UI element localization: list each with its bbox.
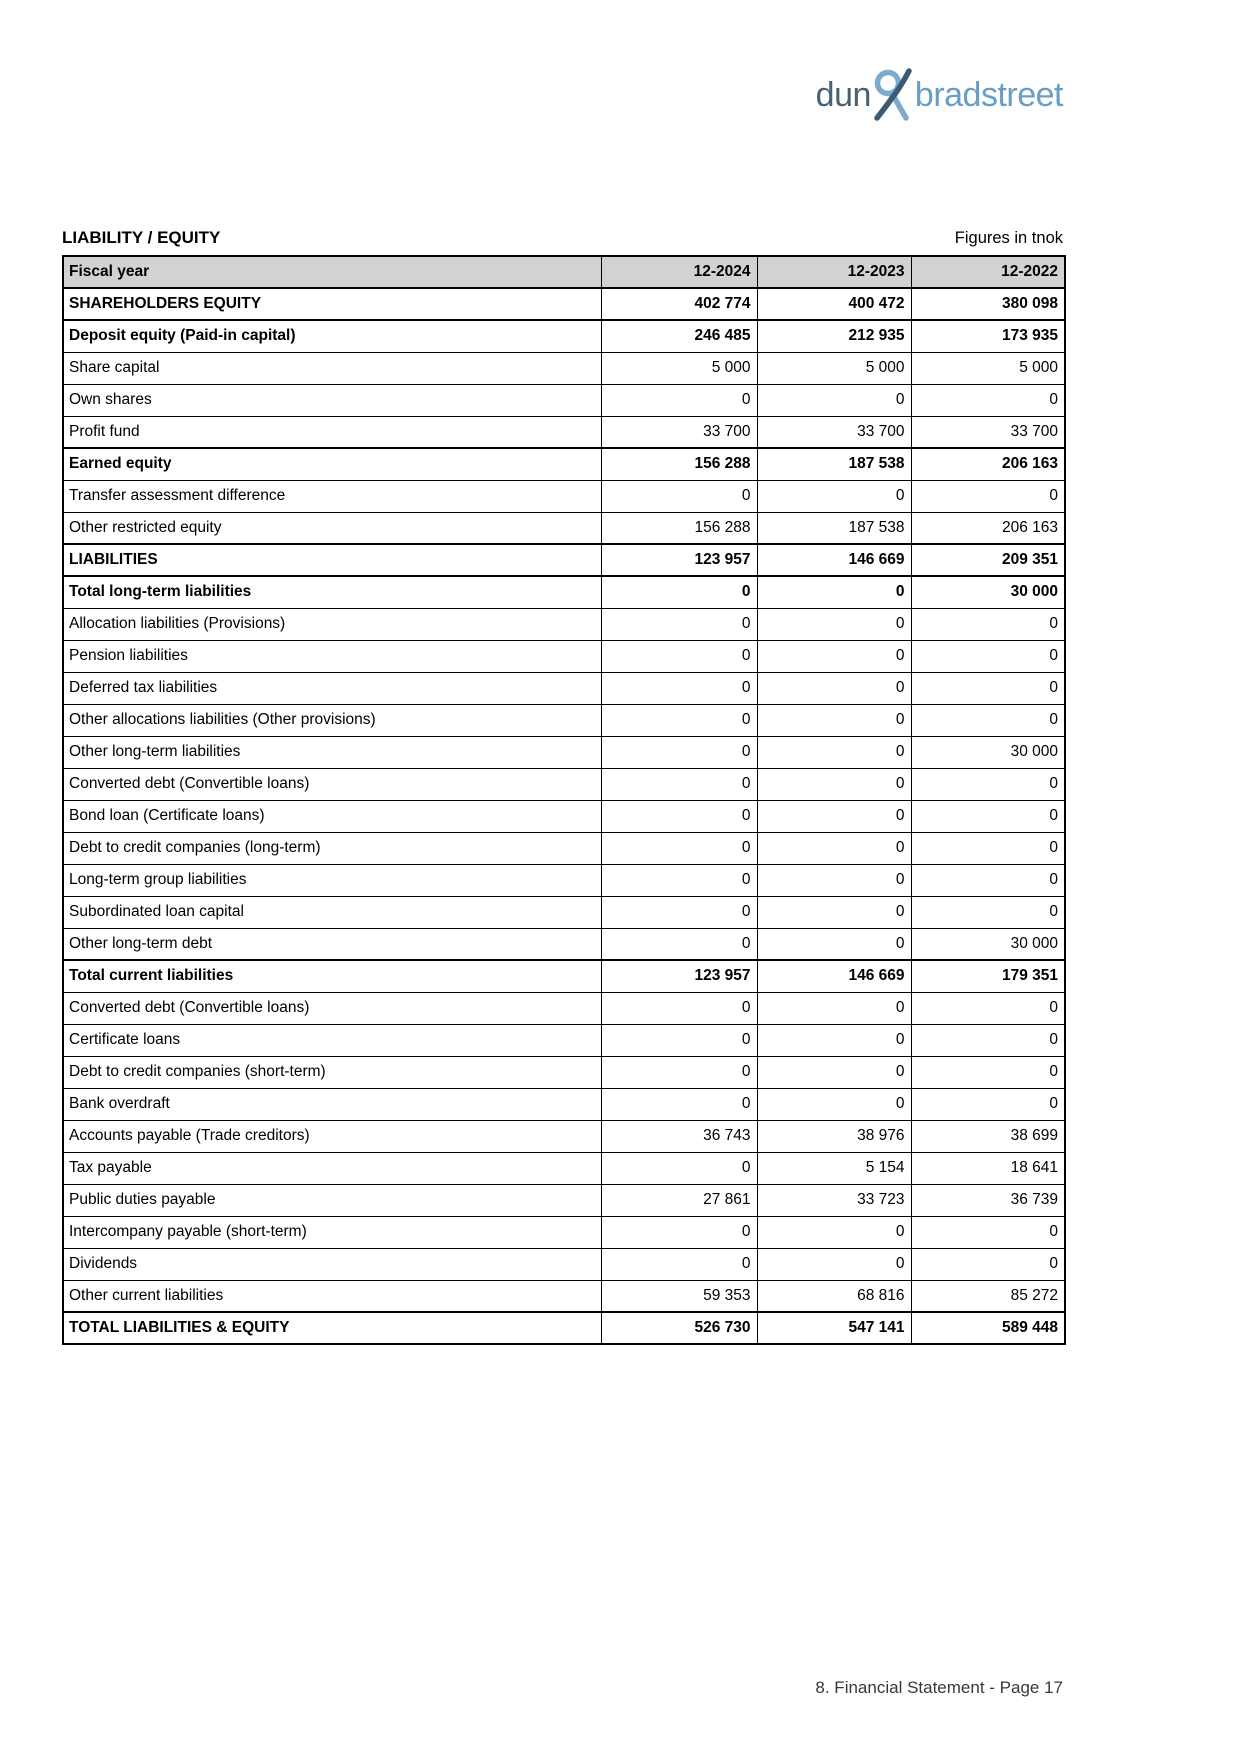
value-12-2023: 0 [757, 1248, 911, 1280]
fiscal-year-header-row [63, 256, 1065, 288]
value-12-2022: 0 [911, 1248, 1065, 1280]
value-12-2024: 0 [601, 480, 757, 512]
row-label: Total long-term liabilities [63, 576, 601, 608]
value-12-2023: 146 669 [757, 960, 911, 992]
value-12-2023: 0 [757, 384, 911, 416]
row-label: Bank overdraft [63, 1088, 601, 1120]
row-label: Profit fund [63, 416, 601, 448]
value-12-2022: 0 [911, 1088, 1065, 1120]
table-row [63, 608, 1065, 640]
value-12-2023: 0 [757, 736, 911, 768]
value-12-2022: 206 163 [911, 512, 1065, 544]
value-12-2023: 5 000 [757, 352, 911, 384]
value-12-2023: 33 723 [757, 1184, 911, 1216]
ampersand-icon [872, 68, 914, 122]
value-12-2023: 0 [757, 928, 911, 960]
value-12-2023: 0 [757, 480, 911, 512]
value-12-2022: 36 739 [911, 1184, 1065, 1216]
value-12-2024: 0 [601, 1216, 757, 1248]
liability-equity-table [62, 255, 1066, 1345]
value-12-2022: 0 [911, 800, 1065, 832]
value-12-2024: 0 [601, 768, 757, 800]
value-12-2024: 0 [601, 704, 757, 736]
row-label: Deferred tax liabilities [63, 672, 601, 704]
value-12-2022: 209 351 [911, 544, 1065, 576]
value-12-2022: 30 000 [911, 576, 1065, 608]
value-12-2024: 33 700 [601, 416, 757, 448]
value-12-2022: 0 [911, 608, 1065, 640]
table-row [63, 896, 1065, 928]
row-label: Transfer assessment difference [63, 480, 601, 512]
row-label: Total current liabilities [63, 960, 601, 992]
row-label: Public duties payable [63, 1184, 601, 1216]
table-row [63, 384, 1065, 416]
row-label: Tax payable [63, 1152, 601, 1184]
table-row [63, 736, 1065, 768]
column-header-12-2022: 12-2022 [911, 256, 1065, 288]
value-12-2023: 0 [757, 576, 911, 608]
row-label: Allocation liabilities (Provisions) [63, 608, 601, 640]
value-12-2022: 589 448 [911, 1312, 1065, 1344]
value-12-2022: 0 [911, 992, 1065, 1024]
value-12-2024: 0 [601, 928, 757, 960]
value-12-2023: 0 [757, 1216, 911, 1248]
value-12-2022: 0 [911, 704, 1065, 736]
row-label: Dividends [63, 1248, 601, 1280]
table-row [63, 1024, 1065, 1056]
value-12-2024: 0 [601, 1152, 757, 1184]
table-row [63, 1312, 1065, 1344]
value-12-2022: 0 [911, 1216, 1065, 1248]
table-row [63, 448, 1065, 480]
table-row [63, 864, 1065, 896]
table-row [63, 832, 1065, 864]
table-row [63, 704, 1065, 736]
value-12-2024: 0 [601, 832, 757, 864]
row-label: SHAREHOLDERS EQUITY [63, 288, 601, 320]
table-row [63, 1152, 1065, 1184]
column-header-12-2024: 12-2024 [601, 256, 757, 288]
value-12-2024: 0 [601, 1056, 757, 1088]
value-12-2023: 38 976 [757, 1120, 911, 1152]
value-12-2024: 0 [601, 992, 757, 1024]
table-row [63, 1120, 1065, 1152]
value-12-2024: 0 [601, 864, 757, 896]
value-12-2023: 0 [757, 608, 911, 640]
logo-word-bradstreet: bradstreet [914, 76, 1063, 114]
table-row [63, 672, 1065, 704]
value-12-2022: 0 [911, 768, 1065, 800]
table-row [63, 992, 1065, 1024]
table-row [63, 1088, 1065, 1120]
row-label: Bond loan (Certificate loans) [63, 800, 601, 832]
table-row [63, 928, 1065, 960]
table-row [63, 1056, 1065, 1088]
row-label: Accounts payable (Trade creditors) [63, 1120, 601, 1152]
value-12-2023: 212 935 [757, 320, 911, 352]
value-12-2024: 36 743 [601, 1120, 757, 1152]
value-12-2024: 0 [601, 384, 757, 416]
value-12-2022: 0 [911, 832, 1065, 864]
value-12-2022: 0 [911, 640, 1065, 672]
value-12-2024: 0 [601, 1088, 757, 1120]
value-12-2023: 187 538 [757, 448, 911, 480]
value-12-2022: 30 000 [911, 928, 1065, 960]
table-row [63, 1216, 1065, 1248]
value-12-2022: 30 000 [911, 736, 1065, 768]
value-12-2024: 0 [601, 576, 757, 608]
figures-unit-note: Figures in tnok [954, 229, 1063, 247]
value-12-2022: 0 [911, 1024, 1065, 1056]
value-12-2024: 0 [601, 1248, 757, 1280]
value-12-2022: 0 [911, 896, 1065, 928]
value-12-2023: 0 [757, 832, 911, 864]
table-row [63, 640, 1065, 672]
row-label: TOTAL LIABILITIES & EQUITY [63, 1312, 601, 1344]
table-row [63, 1184, 1065, 1216]
value-12-2024: 0 [601, 672, 757, 704]
value-12-2022: 85 272 [911, 1280, 1065, 1312]
table-row [63, 320, 1065, 352]
row-label: Converted debt (Convertible loans) [63, 992, 601, 1024]
table-row [63, 1248, 1065, 1280]
row-label: Converted debt (Convertible loans) [63, 768, 601, 800]
value-12-2023: 0 [757, 704, 911, 736]
row-label: Debt to credit companies (short-term) [63, 1056, 601, 1088]
value-12-2024: 156 288 [601, 512, 757, 544]
value-12-2024: 0 [601, 736, 757, 768]
value-12-2022: 0 [911, 1056, 1065, 1088]
table-row [63, 480, 1065, 512]
value-12-2022: 38 699 [911, 1120, 1065, 1152]
value-12-2023: 0 [757, 992, 911, 1024]
value-12-2024: 27 861 [601, 1184, 757, 1216]
value-12-2023: 33 700 [757, 416, 911, 448]
value-12-2024: 123 957 [601, 544, 757, 576]
value-12-2023: 146 669 [757, 544, 911, 576]
value-12-2023: 0 [757, 1056, 911, 1088]
row-label: Intercompany payable (short-term) [63, 1216, 601, 1248]
table-row [63, 544, 1065, 576]
value-12-2023: 0 [757, 800, 911, 832]
value-12-2023: 0 [757, 768, 911, 800]
row-label: Long-term group liabilities [63, 864, 601, 896]
row-label: Debt to credit companies (long-term) [63, 832, 601, 864]
value-12-2024: 0 [601, 896, 757, 928]
table-row [63, 768, 1065, 800]
column-header-fiscal-year: Fiscal year [63, 256, 601, 288]
row-label: Earned equity [63, 448, 601, 480]
value-12-2022: 179 351 [911, 960, 1065, 992]
table-row [63, 288, 1065, 320]
row-label: Share capital [63, 352, 601, 384]
row-label: LIABILITIES [63, 544, 601, 576]
value-12-2023: 400 472 [757, 288, 911, 320]
row-label: Pension liabilities [63, 640, 601, 672]
value-12-2022: 18 641 [911, 1152, 1065, 1184]
dun-bradstreet-logo [816, 68, 1063, 122]
value-12-2024: 0 [601, 1024, 757, 1056]
value-12-2022: 380 098 [911, 288, 1065, 320]
value-12-2023: 5 154 [757, 1152, 911, 1184]
table-row [63, 576, 1065, 608]
logo-word-dun: dun [815, 76, 871, 114]
value-12-2022: 173 935 [911, 320, 1065, 352]
page-title: LIABILITY / EQUITY [62, 228, 221, 247]
table-row [63, 512, 1065, 544]
table-row [63, 1280, 1065, 1312]
table-row [63, 352, 1065, 384]
value-12-2022: 33 700 [911, 416, 1065, 448]
value-12-2023: 0 [757, 864, 911, 896]
row-label: Other restricted equity [63, 512, 601, 544]
value-12-2024: 0 [601, 800, 757, 832]
row-label: Deposit equity (Paid-in capital) [63, 320, 601, 352]
table-row [63, 960, 1065, 992]
value-12-2022: 0 [911, 384, 1065, 416]
table-row [63, 800, 1065, 832]
row-label: Certificate loans [63, 1024, 601, 1056]
value-12-2023: 0 [757, 896, 911, 928]
value-12-2024: 156 288 [601, 448, 757, 480]
value-12-2024: 246 485 [601, 320, 757, 352]
value-12-2022: 0 [911, 672, 1065, 704]
value-12-2023: 0 [757, 1024, 911, 1056]
value-12-2024: 123 957 [601, 960, 757, 992]
value-12-2023: 0 [757, 672, 911, 704]
value-12-2022: 0 [911, 480, 1065, 512]
row-label: Other current liabilities [63, 1280, 601, 1312]
value-12-2024: 0 [601, 608, 757, 640]
value-12-2024: 526 730 [601, 1312, 757, 1344]
value-12-2023: 0 [757, 1088, 911, 1120]
value-12-2023: 547 141 [757, 1312, 911, 1344]
value-12-2023: 187 538 [757, 512, 911, 544]
value-12-2022: 206 163 [911, 448, 1065, 480]
row-label: Other long-term debt [63, 928, 601, 960]
value-12-2024: 402 774 [601, 288, 757, 320]
page-footer: 8. Financial Statement - Page 17 [815, 1678, 1063, 1697]
column-header-12-2023: 12-2023 [757, 256, 911, 288]
value-12-2023: 68 816 [757, 1280, 911, 1312]
table-row [63, 416, 1065, 448]
value-12-2024: 0 [601, 640, 757, 672]
value-12-2022: 0 [911, 864, 1065, 896]
table-header-line [62, 228, 1063, 248]
value-12-2022: 5 000 [911, 352, 1065, 384]
row-label: Other long-term liabilities [63, 736, 601, 768]
row-label: Other allocations liabilities (Other provisions) [63, 704, 601, 736]
value-12-2024: 5 000 [601, 352, 757, 384]
row-label: Own shares [63, 384, 601, 416]
value-12-2023: 0 [757, 640, 911, 672]
row-label: Subordinated loan capital [63, 896, 601, 928]
value-12-2024: 59 353 [601, 1280, 757, 1312]
